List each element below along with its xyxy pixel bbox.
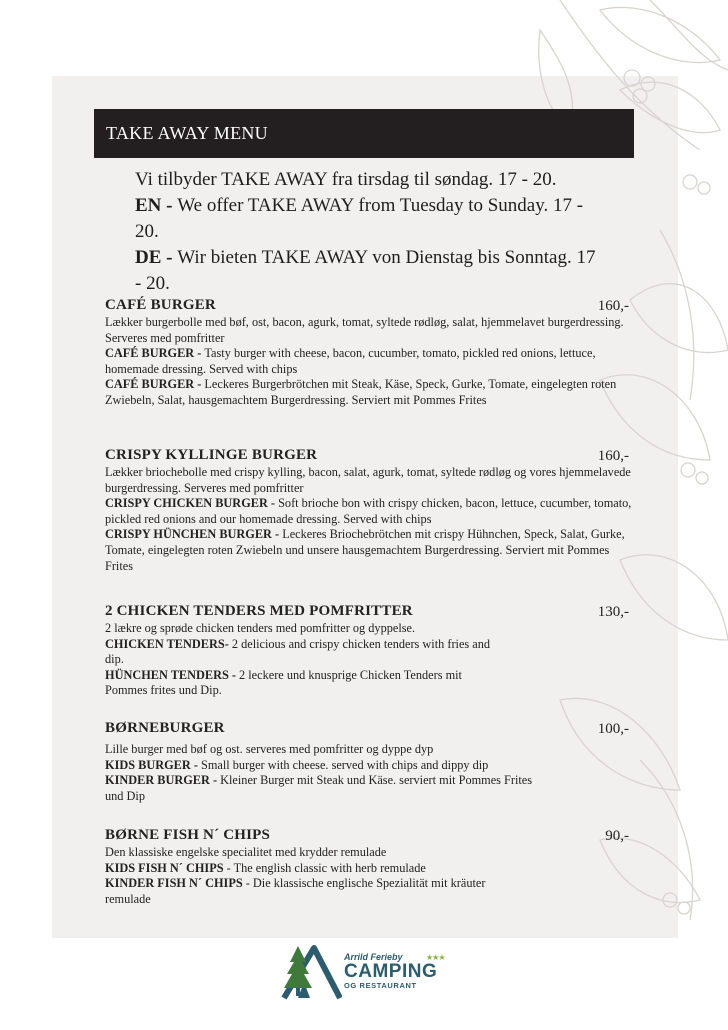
logo-line-2: CAMPING (344, 961, 438, 982)
item-desc-en (105, 346, 633, 377)
intro-text-de: Wir bieten TAKE AWAY von Dienstag bis Sonntag. 17 - 20. (135, 247, 596, 294)
item-label-en: KIDS FISH N´ CHIPS (105, 860, 227, 875)
intro-text-da: Vi tilbyder TAKE AWAY fra tirsdag til søndag. 17 - 20. (135, 169, 557, 190)
item-desc-de (105, 773, 545, 804)
page-title (94, 109, 634, 158)
logo-line-3: OG RESTAURANT (344, 981, 417, 990)
intro-prefix-de: DE - (135, 247, 178, 268)
item-price: 100,- (597, 721, 629, 737)
item-desc-da: 2 lækre og sprøde chicken tenders med pomfritter og dyppelse. (105, 621, 416, 635)
item-label-en: CRISPY CHICKEN BURGER - (105, 496, 279, 511)
intro-line-en (135, 193, 605, 245)
item-text-de: Kleiner Burger mit Steak und Käse. serviert mit Pommes Frites und Dip (105, 773, 533, 803)
item-text-en: Soft brioche bon with crispy chicken, bacon, lettuce, cucumber, tomato, pickled red onions and our homemade dressing. Served with chips (105, 496, 632, 526)
item-text-de: Leckeres Burgerbrötchen mit Steak, Käse, Speck, Gurke, Tomate, eingelegten roten Zwiebeln, Salat, hausgemachtem Burgerdressing. Serviert mit Pommes Frites (105, 377, 617, 407)
item-label-de: KINDER BURGER - (105, 773, 221, 788)
star-rating-icon: ★★★ (426, 953, 445, 962)
menu-item (105, 296, 633, 409)
item-desc-da: Lækker briochebolle med crispy kylling, bacon, salat, agurk, tomat, syltede rødløg og vores hjemmelavede burgerdressing. Serveres med pomfritter (105, 465, 631, 495)
item-desc-de (105, 876, 525, 907)
item-desc-da: Den klassiske engelske specialitet med krydder remulade (105, 845, 387, 859)
intro-text-en: We offer TAKE AWAY from Tuesday to Sunday. 17 - 20. (135, 195, 584, 242)
logo-text (344, 952, 437, 990)
camping-logo (280, 942, 452, 1000)
item-label-en: KIDS BURGER - (105, 757, 201, 772)
item-price: 160,- (597, 298, 629, 314)
item-text-en: Tasty burger with cheese, bacon, cucumber, tomato, pickled red onions, lettuce, homemade dressing. Served with chips (105, 346, 596, 376)
item-label-de: HÜNCHEN TENDERS - (105, 667, 240, 682)
item-desc-da: Lille burger med bøf og ost. serveres med pomfritter og dyppe dyp (105, 742, 434, 756)
item-desc-en (105, 861, 633, 877)
item-text-de: 2 leckere und knusprige Chicken Tenders mit Pommes frites und Dip. (105, 667, 462, 698)
item-label-en: CHICKEN TENDERS- (105, 636, 232, 651)
menu-item (105, 602, 633, 699)
menu-item (105, 446, 633, 574)
menu-item (105, 719, 633, 804)
item-price: 130,- (597, 604, 629, 620)
item-price: 90,- (605, 828, 629, 844)
item-desc-en (105, 637, 505, 668)
item-price: 160,- (597, 448, 629, 464)
item-text-en: - The english classic with herb remulade (226, 860, 426, 875)
menu-item (105, 826, 633, 907)
item-title: CRISPY KYLLINGE BURGER (105, 447, 318, 463)
item-desc-en (105, 496, 633, 527)
item-title: CAFÉ BURGER (105, 297, 216, 313)
item-label-de: KINDER FISH N´ CHIPS (105, 876, 246, 891)
tent-tree-icon (280, 942, 342, 1000)
logo-line-1: Arrild Ferieby (344, 952, 403, 962)
item-text-de: Leckeres Briochebrötchen mit crispy Hühnchen, Speck, Salat, Gurke, Tomate, eingelegten roten Zwiebeln und unsere hausgemachtem Burgerdressing. Serviert mit Pommes Frites (105, 527, 625, 573)
item-text-de: - Die klassische englische Spezialität mit kräuter remulade (105, 876, 486, 906)
item-title: BØRNE FISH N´ CHIPS (105, 827, 271, 843)
item-text-en: 2 delicious and crispy chicken tenders with fries and dip. (105, 636, 491, 667)
item-desc-en (105, 758, 633, 774)
item-desc-da: Lækker burgerbolle med bøf, ost, bacon, agurk, tomat, syltede rødløg, salat, hjemmelavet burgerdressing. Serveres med pomfritter (105, 315, 624, 345)
intro-text (135, 167, 605, 297)
intro-line-da (135, 167, 605, 193)
item-text-en: Small burger with cheese. served with chips and dippy dip (201, 757, 489, 772)
item-desc-de (105, 527, 633, 574)
page-title-text: TAKE AWAY MENU (106, 123, 268, 143)
item-label-en: CAFÉ BURGER - (105, 346, 205, 361)
item-label-de: CAFÉ BURGER - (105, 377, 205, 392)
intro-line-de (135, 245, 605, 297)
item-title: 2 CHICKEN TENDERS MED POMFRITTER (105, 603, 413, 619)
intro-prefix-en: EN - (135, 195, 178, 216)
item-desc-de (105, 377, 633, 408)
item-label-de: CRISPY HÜNCHEN BURGER - (105, 527, 283, 542)
item-title: BØRNEBURGER (105, 720, 225, 736)
item-desc-de (105, 668, 505, 699)
